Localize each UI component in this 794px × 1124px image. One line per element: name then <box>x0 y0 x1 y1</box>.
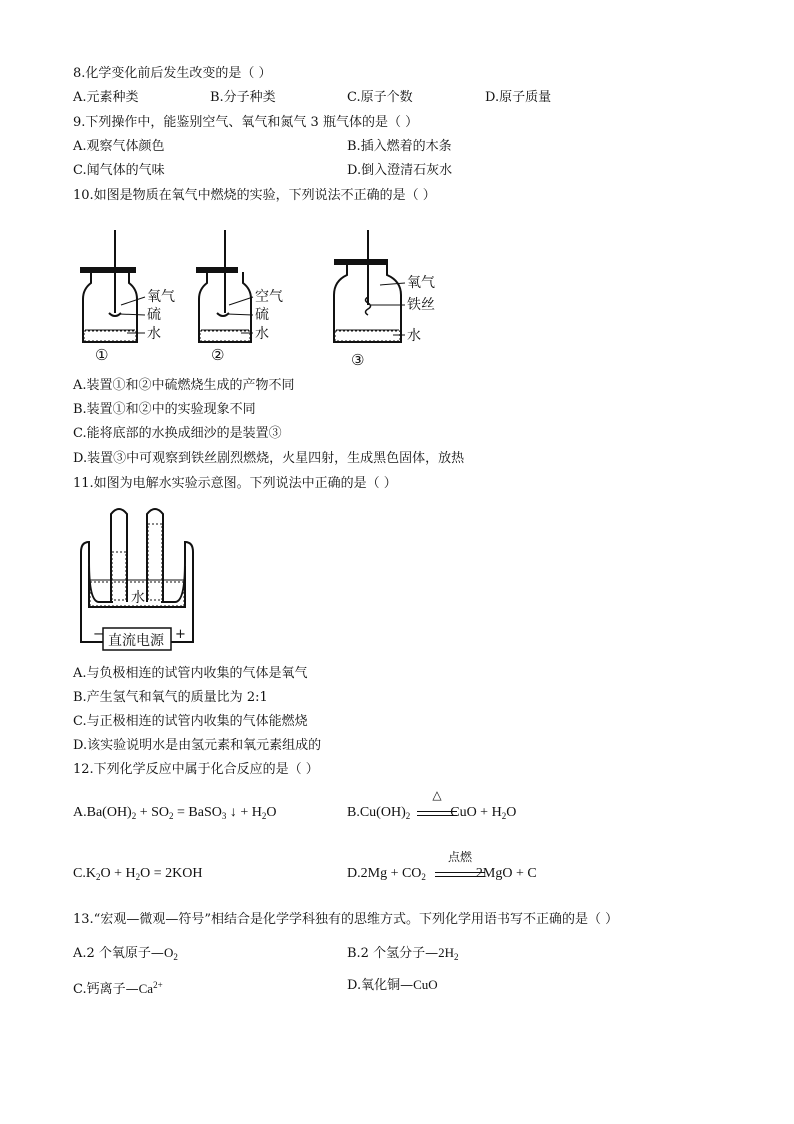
q8-option-a: A.元素种类 <box>73 90 139 105</box>
q12-a-prefix: A. <box>73 805 87 820</box>
q8-option-d: D.原子质量 <box>485 90 552 105</box>
q12-b-prefix: B. <box>347 805 360 820</box>
fig2-number: ② <box>211 346 225 364</box>
q11-option-d: D.该实验说明水是由氢元素和氧元素组成的 <box>73 738 322 753</box>
power-label: 直流电源 <box>108 633 164 649</box>
q10-option-a: A.装置①和②中硫燃烧生成的产物不同 <box>73 378 295 393</box>
q10-option-b: B.装置①和②中的实验现象不同 <box>73 402 256 417</box>
q12-b-condition: △ <box>432 788 442 802</box>
q11-stem: 11.如图为电解水实验示意图。下列说法中正确的是（ ） <box>73 476 397 491</box>
q8-option-b: B.分子种类 <box>210 90 276 105</box>
q13-option-c: C.钙离子$—Ca^{2+}$ <box>73 980 163 997</box>
q9-option-c: C.闻气体的气味 <box>73 163 165 178</box>
q10-option-c: C.能将底部的水换成细沙的是装置③ <box>73 426 282 441</box>
q12-option-a: $A.Ba(OH)_2 + SO_2$ = BaSO$_3$ ↓ + $H_2O$ <box>73 805 277 821</box>
q10-option-d: D.装置③中可观察到铁丝剧烈燃烧，火星四射，生成黑色固体，放热 <box>73 451 465 466</box>
q9-option-a: A.观察气体颜色 <box>73 139 165 154</box>
fig1-label-gas: 氧气 <box>147 289 175 305</box>
q12-c-prefix: C. <box>73 866 86 881</box>
electrolysis-figure <box>75 502 205 652</box>
q13-stem: 13.“宏观—微观—符号”相结合是化学学科独有的思维方式。下列化学用语书写不正确的是（ ） <box>73 912 619 927</box>
q11-option-a: A.与负极相连的试管内收集的气体是氧气 <box>73 666 308 681</box>
q13-option-d: D.氧化铜—CuO <box>347 977 438 993</box>
fig3-label-water: 水 <box>407 328 421 344</box>
water-label: 水 <box>131 590 145 606</box>
combustion-figure <box>75 225 445 373</box>
q12-stem: 12.下列化学反应中属于化合反应的是（ ） <box>73 762 319 777</box>
fig3-number: ③ <box>351 351 365 369</box>
q12-d-prefix: D. <box>347 866 361 881</box>
q11-option-c: C.与正极相连的试管内收集的气体能燃烧 <box>73 714 308 729</box>
q13-d-text: D.氧化铜— <box>347 978 414 993</box>
fig1-label-sulfur: 硫 <box>147 307 161 323</box>
fig2-label-sulfur: 硫 <box>255 307 269 323</box>
q12-d-condition: 点燃 <box>447 850 472 864</box>
q12-option-b: $B.Cu(OH)_2$ CuO + $H_2O$ <box>347 805 517 821</box>
q10-stem: 10.如图是物质在氧气中燃烧的实验，下列说法不正确的是（ ） <box>73 188 436 203</box>
fig2-label-gas: 空气 <box>255 289 283 305</box>
fig3-label-gas: 氧气 <box>407 275 435 291</box>
q12-option-d: $D.2Mg + CO_2$ 2MgO + C <box>347 866 537 882</box>
fig1-number: ① <box>95 346 109 364</box>
q12-option-c: $C.K_2O + H_2O = 2KOH$ <box>73 866 203 882</box>
q9-option-b: B.插入燃着的木条 <box>347 139 452 154</box>
q8-stem: 8.化学变化前后发生改变的是（ ） <box>73 66 272 81</box>
plus-sign: + <box>175 627 186 642</box>
minus-sign: − <box>93 627 104 642</box>
q13-option-b: B.2 个氢分子$—2H_2$ <box>347 945 459 962</box>
q9-option-d: D.倒入澄清石灰水 <box>347 163 453 178</box>
q12-b-arrow <box>417 811 457 816</box>
q8-option-c: C.原子个数 <box>347 90 413 105</box>
q13-a-text: A.2 个氧原子— <box>73 946 164 961</box>
q11-option-b: B.产生氢气和氧气的质量比为 2:1 <box>73 690 268 705</box>
q12-d-arrow <box>435 872 485 877</box>
q13-b-text: B.2 个氢分子— <box>347 946 439 961</box>
q13-option-a: A.2 个氧原子$—O_2$ <box>73 945 178 962</box>
fig1-label-water: 水 <box>147 326 161 342</box>
fig3-label-iron: 铁丝 <box>407 297 435 313</box>
fig2-label-water: 水 <box>255 326 269 342</box>
q9-stem: 9.下列操作中，能鉴别空气、氧气和氮气 3 瓶气体的是（ ） <box>73 115 419 130</box>
q13-c-text: C.钙离子— <box>73 982 139 997</box>
